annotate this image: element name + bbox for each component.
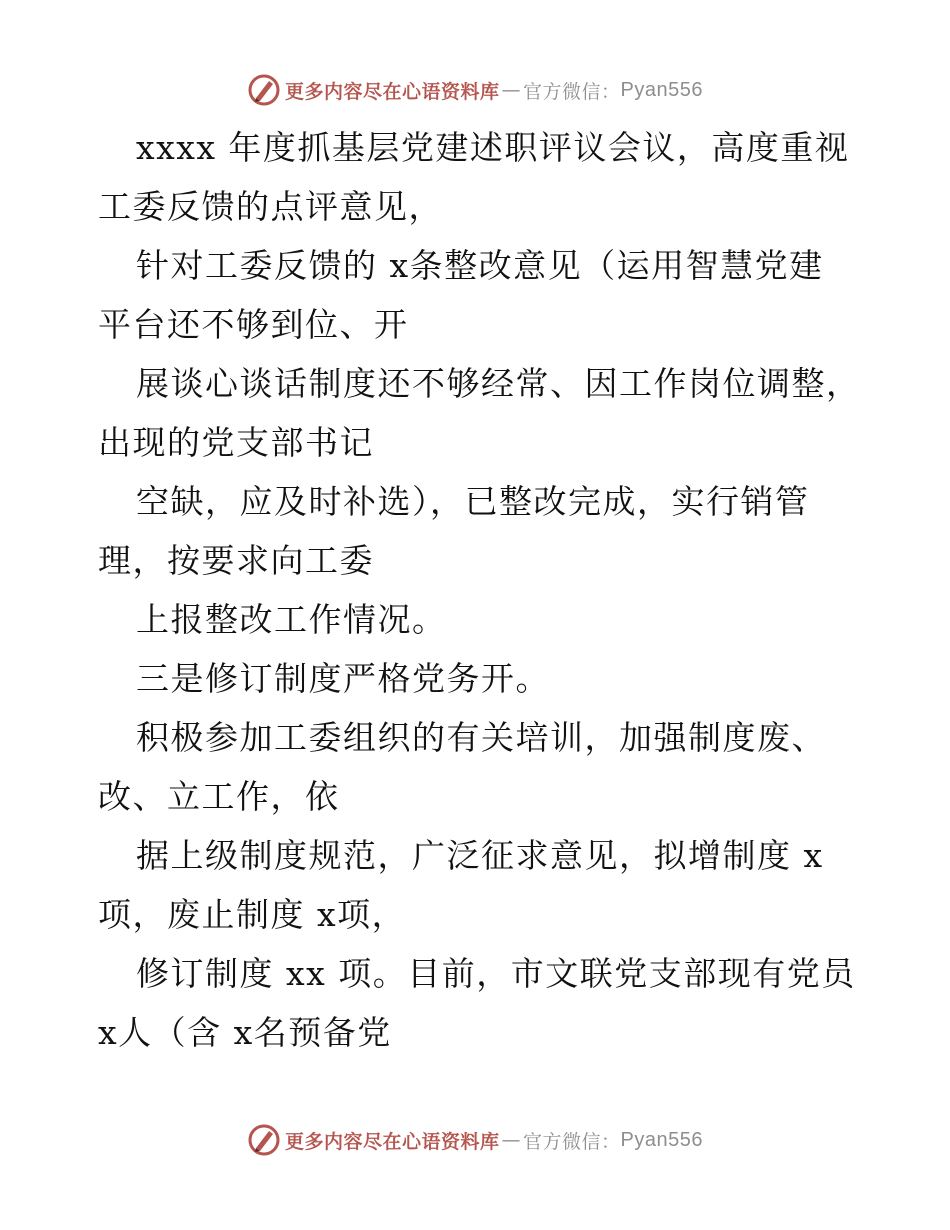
wechat-id: Pyan556 bbox=[620, 1128, 703, 1151]
header-watermark-banner bbox=[0, 70, 950, 110]
text-line: 理，按要求向工委 bbox=[98, 541, 374, 580]
text-line: 平台还不够到位、开 bbox=[98, 305, 409, 344]
text-line: xxxx 年度抓基层党建述职评议会议，高度重视 bbox=[136, 128, 850, 167]
text-line: 针对工委反馈的 x条整改意见（运用智慧党建 bbox=[136, 246, 824, 285]
wechat-label: 官方微信： bbox=[523, 80, 621, 103]
text-line: 空缺，应及时补选），已整改完成，实行销管 bbox=[136, 482, 810, 521]
text-line: 积极参加工委组织的有关培训，加强制度废、 bbox=[136, 718, 826, 757]
text-line: 项，废止制度 x项， bbox=[98, 895, 407, 934]
promo-text: 更多内容尽在心语资料库 bbox=[285, 1130, 500, 1153]
pen-logo-icon bbox=[247, 73, 281, 107]
text-line: 据上级制度规范，广泛征求意见，拟增制度 x bbox=[136, 836, 824, 875]
text-line: 工委反馈的点评意见， bbox=[98, 187, 443, 226]
text-line: 上报整改工作情况。 bbox=[136, 600, 447, 639]
banner-dash: — bbox=[501, 79, 522, 101]
body-text bbox=[98, 118, 861, 1062]
pen-logo-icon bbox=[247, 1123, 281, 1157]
banner-dash: — bbox=[501, 1129, 522, 1151]
text-line: 展谈心谈话制度还不够经常、因工作岗位调整， bbox=[136, 364, 861, 403]
text-line: x人（含 x名预备党 bbox=[98, 1013, 392, 1052]
text-line: 修订制度 xx 项。目前，市文联党支部现有党员 bbox=[136, 954, 856, 993]
wechat-label: 官方微信： bbox=[523, 1130, 621, 1153]
text-line: 出现的党支部书记 bbox=[98, 423, 374, 462]
text-line: 改、立工作，依 bbox=[98, 777, 340, 816]
wechat-id: Pyan556 bbox=[620, 78, 703, 101]
promo-text: 更多内容尽在心语资料库 bbox=[285, 80, 500, 103]
footer-watermark-banner bbox=[0, 1120, 950, 1160]
text-line: 三是修订制度严格党务开。 bbox=[136, 659, 550, 698]
